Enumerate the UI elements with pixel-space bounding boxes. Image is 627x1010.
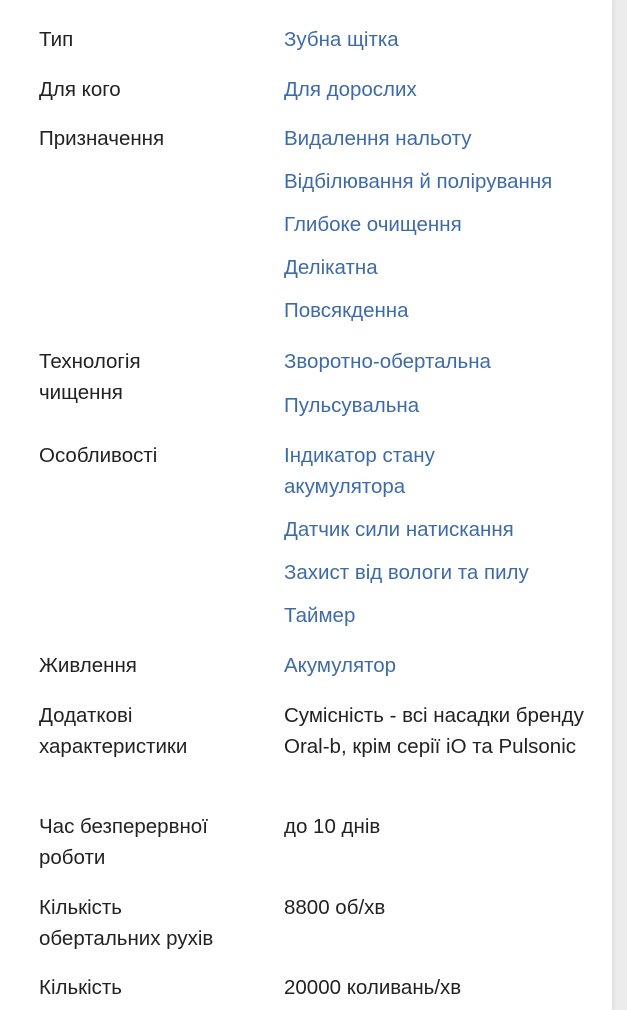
spec-label: Призначення: [39, 127, 165, 150]
spec-value-link[interactable]: Зубна щітка: [284, 28, 399, 51]
spec-value-link[interactable]: Пульсувальна: [284, 394, 420, 417]
spec-value-link[interactable]: Відбілювання й полірування: [284, 170, 553, 193]
spec-label: Для кого: [39, 78, 121, 101]
spec-label: Живлення: [39, 654, 137, 677]
spec-label: Тип: [39, 28, 74, 51]
spec-value-link[interactable]: Видалення нальоту: [284, 127, 472, 150]
spec-value-link[interactable]: Таймер: [284, 604, 356, 627]
spec-label: Технологія чищення: [39, 350, 141, 404]
spec-label: Кількість обертальних рухів: [39, 896, 214, 950]
spec-label: Додаткові характеристики: [39, 704, 188, 758]
spec-value-text: Сумісність - всі насадки бренду Oral-b, крім серії iO та Pulsonic: [284, 704, 584, 758]
spec-value-link[interactable]: Індикатор стану акумулятора: [284, 444, 435, 498]
spec-value-link[interactable]: Для дорослих: [284, 78, 417, 101]
spec-value-link[interactable]: Захист від вологи та пилу: [284, 561, 529, 584]
spec-value-link[interactable]: Зворотно-обертальна: [284, 350, 491, 373]
spec-value-text: 8800 об/хв: [284, 896, 386, 919]
spec-value-link[interactable]: Повсякденна: [284, 299, 409, 322]
spec-value-text: до 10 днів: [284, 815, 381, 838]
spec-value-link[interactable]: Делікатна: [284, 256, 378, 279]
spec-value-link[interactable]: Датчик сили натискання: [284, 518, 514, 541]
spec-label: Особливості: [39, 444, 158, 467]
spec-label: Кількість: [39, 976, 122, 999]
spec-value-text: 20000 коливань/хв: [284, 976, 462, 999]
spec-value-link[interactable]: Акумулятор: [284, 654, 397, 677]
spec-label: Час безперервної роботи: [39, 815, 208, 869]
spec-value-link[interactable]: Глибоке очищення: [284, 213, 462, 236]
